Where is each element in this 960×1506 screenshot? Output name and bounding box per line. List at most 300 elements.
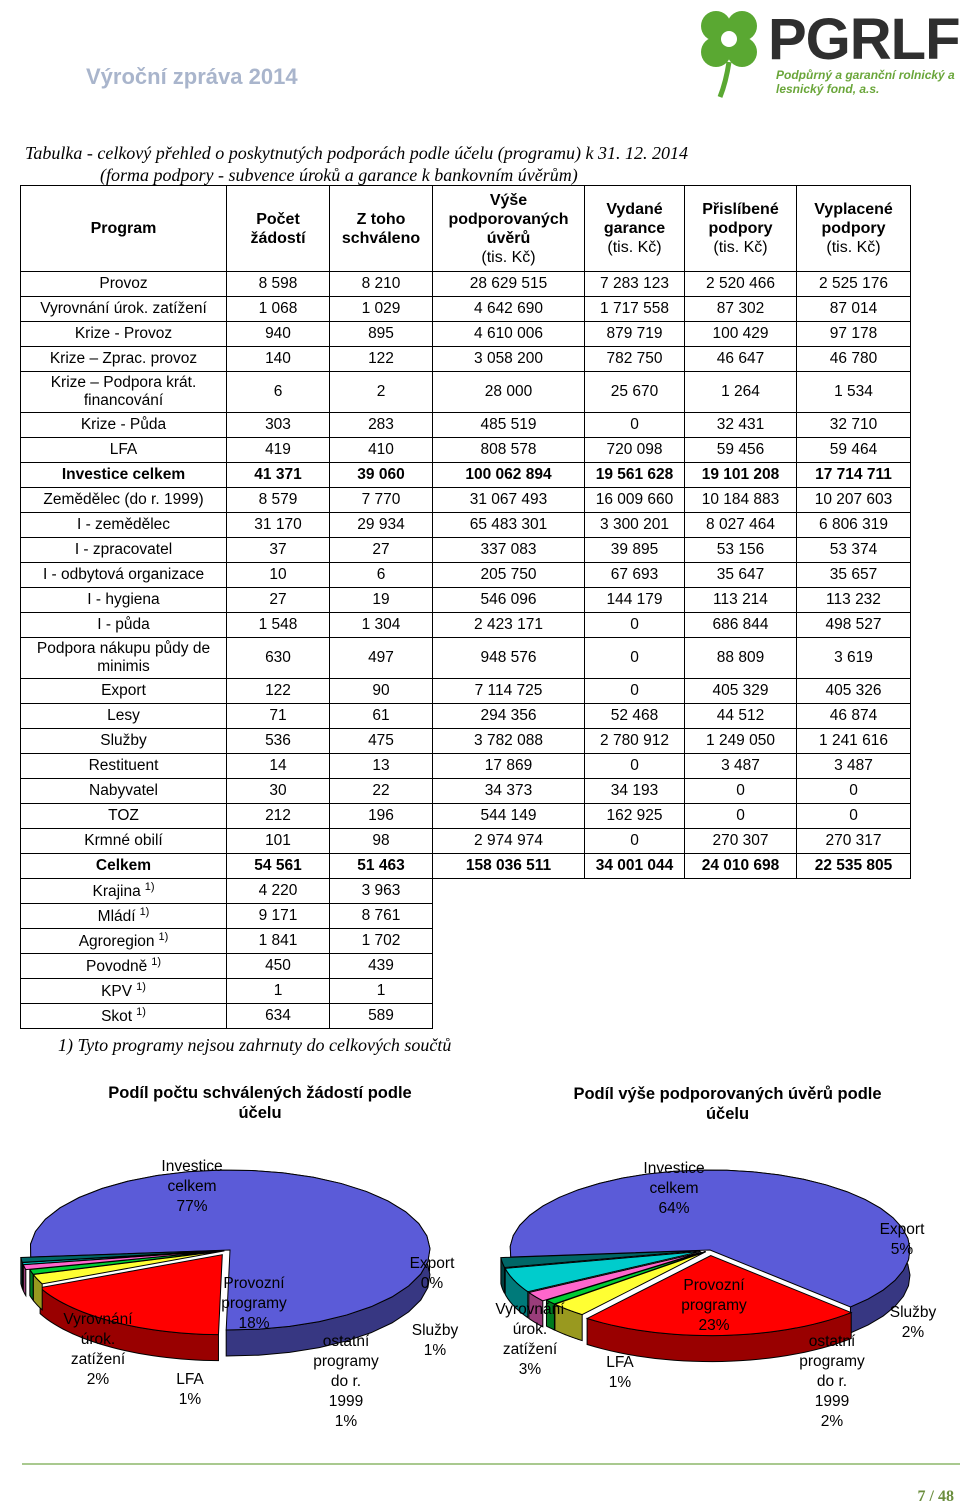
cell-text: Agroregion xyxy=(78,933,155,951)
cell-program xyxy=(21,779,227,804)
cell-text: Podpora nákupu půdy de minimis xyxy=(36,640,211,675)
pie-label-line: programy xyxy=(799,1353,865,1370)
cell-text: 2 780 912 xyxy=(600,732,669,749)
cell-text: 948 576 xyxy=(480,649,537,666)
cell-text: 8 210 xyxy=(361,275,401,292)
cell-text: 122 xyxy=(265,682,291,699)
cell-value xyxy=(585,779,685,804)
cell-text: 1 841 xyxy=(258,932,298,949)
cell-text: 3 487 xyxy=(834,757,873,774)
cell-value xyxy=(585,372,685,413)
cell-text: 67 693 xyxy=(610,566,659,583)
cell-value xyxy=(227,729,330,754)
cell-value xyxy=(227,413,330,438)
footnote-mark: 1) xyxy=(136,1005,146,1018)
cell-text: 25 670 xyxy=(610,383,659,400)
chart2-title: Podíl výše podporovaných úvěrů podle účelu xyxy=(573,1085,882,1123)
cell-value xyxy=(433,829,585,854)
pie-label-line: Provozní xyxy=(223,1275,285,1292)
pie-label-line: programy xyxy=(221,1295,287,1312)
cell-text: 439 xyxy=(368,957,394,974)
cell-text: Lesy xyxy=(107,707,140,724)
cell-value xyxy=(685,854,797,879)
pie-label-line: 77% xyxy=(176,1198,208,1215)
cell-value xyxy=(585,754,685,779)
cell-text: Služby xyxy=(100,732,147,749)
footnote-mark: 1) xyxy=(144,880,155,893)
logo-subtitle: Podpůrný a garanční rolnický a lesnický fond, a.s. xyxy=(776,68,955,96)
cell-value xyxy=(330,297,433,322)
cell-text: 3 619 xyxy=(834,649,873,666)
cell-text: 39 895 xyxy=(610,541,659,558)
cell-value xyxy=(330,679,433,704)
cell-value xyxy=(685,413,797,438)
cell-text: Nabyvatel xyxy=(89,782,158,799)
cell-text: 14 xyxy=(269,757,287,774)
cell-text: Skot xyxy=(101,1008,133,1026)
cell-text: 13 xyxy=(372,757,390,774)
footnote-mark: 1) xyxy=(158,930,169,943)
empty-cell xyxy=(797,879,911,904)
cell-value xyxy=(330,438,433,463)
pie-label-line: Export xyxy=(879,1221,925,1238)
table-row xyxy=(21,463,911,488)
cell-value xyxy=(797,513,911,538)
cell-value xyxy=(227,929,330,954)
cell-text: Krize – Zprac. provoz xyxy=(49,350,198,367)
cell-text: 7 114 725 xyxy=(474,682,543,699)
cell-text: 19 101 208 xyxy=(701,466,780,483)
cell-value xyxy=(585,513,685,538)
cell-text: 31 170 xyxy=(254,516,302,533)
cell-text: 1 241 616 xyxy=(819,732,888,749)
cell-text: 9 171 xyxy=(258,907,298,924)
cell-value xyxy=(797,729,911,754)
cell-text: 90 xyxy=(372,682,390,699)
cell-text: 2 423 171 xyxy=(474,616,543,633)
cell-value xyxy=(797,854,911,879)
cell-value xyxy=(797,779,911,804)
cell-text: 634 xyxy=(265,1007,291,1024)
table-row xyxy=(21,513,911,538)
cell-program xyxy=(21,879,227,904)
pie-label-line: 2% xyxy=(86,1371,110,1388)
cell-text: 32 431 xyxy=(716,416,765,433)
cell-text: 61 xyxy=(372,707,390,724)
cell-value xyxy=(685,613,797,638)
cell-text: 113 214 xyxy=(713,591,768,608)
empty-cell xyxy=(585,879,685,904)
cell-value xyxy=(433,413,585,438)
cell-text: 0 xyxy=(736,807,745,824)
pie-label-line: programy xyxy=(681,1297,747,1314)
table-row xyxy=(21,297,911,322)
cell-text: 10 184 883 xyxy=(701,491,780,508)
cell-text: 30 xyxy=(269,782,287,799)
cell-value xyxy=(330,929,433,954)
cell-value xyxy=(227,463,330,488)
cell-value xyxy=(433,704,585,729)
footnote-mark: 1) xyxy=(151,955,161,968)
cell-text: I - odbytová organizace xyxy=(42,566,205,583)
empty-cell xyxy=(585,954,685,979)
cell-value xyxy=(227,438,330,463)
pie-label-line: 1% xyxy=(608,1374,632,1391)
cell-value xyxy=(797,754,911,779)
pie-label-line: ostatní xyxy=(808,1333,856,1350)
cell-text: 0 xyxy=(630,682,639,699)
header-vyse-label: Výše podporovaných úvěrů xyxy=(448,191,569,247)
cell-text: Export xyxy=(101,682,146,699)
header-prislibene xyxy=(685,186,797,272)
table-row xyxy=(21,754,911,779)
pie-label-line: celkem xyxy=(649,1180,699,1197)
cell-value xyxy=(797,372,911,413)
cell-value xyxy=(685,679,797,704)
cell-text: Krmné obilí xyxy=(84,832,163,849)
cell-text: 41 371 xyxy=(254,466,302,483)
cell-text: 24 010 698 xyxy=(701,857,780,874)
pie-label-line: Služby xyxy=(889,1304,937,1321)
cell-value xyxy=(797,613,911,638)
cell-value xyxy=(433,588,585,613)
cell-text: 3 058 200 xyxy=(474,350,543,367)
cell-value xyxy=(685,729,797,754)
cell-text: 113 232 xyxy=(826,591,881,608)
cell-value xyxy=(585,297,685,322)
header-vyplacene xyxy=(797,186,911,272)
cell-text: 630 xyxy=(265,649,291,666)
cell-text: TOZ xyxy=(108,807,139,824)
cell-value xyxy=(685,538,797,563)
cell-program xyxy=(21,463,227,488)
table-header-row xyxy=(21,186,911,272)
cell-text: 4 642 690 xyxy=(474,300,543,317)
empty-cell xyxy=(685,879,797,904)
cell-text: 37 xyxy=(269,541,287,558)
pie-label-sluzby xyxy=(878,1303,948,1343)
cell-value xyxy=(685,563,797,588)
pie-label-export xyxy=(392,1254,472,1294)
empty-cell xyxy=(433,979,585,1004)
cell-text: 7 770 xyxy=(361,491,401,508)
cell-value xyxy=(330,488,433,513)
cell-program xyxy=(21,704,227,729)
cell-program xyxy=(21,638,227,679)
cell-value xyxy=(685,488,797,513)
cell-value xyxy=(227,954,330,979)
cell-text: Celkem xyxy=(95,857,152,874)
cell-program xyxy=(21,413,227,438)
cell-value xyxy=(433,488,585,513)
cell-text: 8 761 xyxy=(361,907,401,924)
cell-value xyxy=(797,347,911,372)
cell-value xyxy=(330,854,433,879)
cell-value xyxy=(433,754,585,779)
cell-value xyxy=(330,1004,433,1029)
cell-value xyxy=(227,638,330,679)
cell-value xyxy=(330,463,433,488)
cell-value xyxy=(330,729,433,754)
cell-text: 1 xyxy=(273,982,283,999)
cell-value xyxy=(685,829,797,854)
cell-text: 498 527 xyxy=(825,616,882,633)
pie-label-line: LFA xyxy=(176,1371,204,1388)
pie-label-line: 3% xyxy=(518,1361,542,1378)
header-vyplacene-unit: (tis. Kč) xyxy=(826,239,881,256)
cell-value xyxy=(330,563,433,588)
cell-text: 0 xyxy=(849,807,858,824)
cell-value xyxy=(797,588,911,613)
cell-value xyxy=(227,563,330,588)
cell-value xyxy=(433,538,585,563)
cell-value xyxy=(330,413,433,438)
header-vydane-unit: (tis. Kč) xyxy=(607,239,662,256)
cell-program xyxy=(21,854,227,879)
cell-value xyxy=(227,488,330,513)
cell-program xyxy=(21,929,227,954)
cell-text: 895 xyxy=(368,325,394,342)
cell-value xyxy=(433,513,585,538)
cell-text: 19 561 628 xyxy=(595,466,674,483)
pie-label-provozni xyxy=(204,1274,304,1334)
table-row xyxy=(21,954,911,979)
cell-value xyxy=(330,372,433,413)
cell-text: 31 067 493 xyxy=(469,491,548,508)
cell-value xyxy=(433,613,585,638)
cell-text: 2 525 176 xyxy=(819,275,888,292)
table-row xyxy=(21,729,911,754)
footnote: 1) Tyto programy nejsou zahrnuty do celkových součtů xyxy=(58,1035,452,1055)
cell-text: 46 874 xyxy=(829,707,878,724)
cell-text: 405 329 xyxy=(712,682,769,699)
pie-label-line: LFA xyxy=(606,1354,634,1371)
cell-value xyxy=(433,854,585,879)
pie-label-line: úrok. xyxy=(512,1321,548,1338)
cell-text: 6 806 319 xyxy=(819,516,888,533)
pie-label-lfa xyxy=(590,1353,650,1393)
cell-value xyxy=(330,754,433,779)
cell-text: 59 464 xyxy=(829,441,878,458)
cell-program xyxy=(21,322,227,347)
cell-program xyxy=(21,347,227,372)
cell-text: 46 780 xyxy=(829,350,878,367)
pie-label-line: 2% xyxy=(901,1324,925,1341)
cell-text: 205 750 xyxy=(480,566,537,583)
cell-text: 303 xyxy=(265,416,291,433)
cell-text: 65 483 301 xyxy=(469,516,548,533)
cell-value xyxy=(227,613,330,638)
cell-value xyxy=(330,513,433,538)
cell-text: 2 520 466 xyxy=(706,275,775,292)
cell-text: 940 xyxy=(265,325,291,342)
pie-label-vyrovnani xyxy=(48,1310,148,1390)
pie-label-sluzby xyxy=(400,1321,470,1361)
table-caption xyxy=(25,142,688,186)
cell-value xyxy=(685,754,797,779)
table-row xyxy=(21,779,911,804)
cell-text: LFA xyxy=(109,441,138,458)
pie-label-line: 5% xyxy=(890,1241,914,1258)
empty-cell xyxy=(797,1004,911,1029)
cell-value xyxy=(227,779,330,804)
cell-value xyxy=(685,272,797,297)
cell-value xyxy=(585,854,685,879)
cell-value xyxy=(685,322,797,347)
cell-text: 450 xyxy=(265,957,291,974)
cell-program xyxy=(21,588,227,613)
pie-label-line: 1% xyxy=(423,1342,447,1359)
cell-text: 22 535 805 xyxy=(814,857,893,874)
cell-value xyxy=(330,322,433,347)
cell-text: 0 xyxy=(630,649,639,666)
cell-text: Krajina xyxy=(92,883,141,901)
cell-text: 2 974 974 xyxy=(474,832,543,849)
empty-cell xyxy=(797,929,911,954)
cell-text: 28 000 xyxy=(484,383,533,400)
pie-label-investice xyxy=(142,1157,242,1217)
cell-value xyxy=(227,904,330,929)
cell-value xyxy=(685,347,797,372)
cell-text: 6 xyxy=(273,383,283,400)
cell-text: 4 610 006 xyxy=(474,325,543,342)
pie-label-line: Investice xyxy=(161,1158,223,1175)
cell-text: 10 xyxy=(269,566,287,583)
table-row xyxy=(21,322,911,347)
cell-text: I - půda xyxy=(97,616,150,633)
table-row xyxy=(21,879,911,904)
table-row xyxy=(21,272,911,297)
cell-value xyxy=(433,779,585,804)
cell-value xyxy=(227,804,330,829)
pie-label-vyrovnani xyxy=(480,1300,580,1380)
header-vydane-label: Vydané garance xyxy=(603,201,666,237)
cell-program xyxy=(21,1004,227,1029)
table-row xyxy=(21,929,911,954)
cell-text: 28 629 515 xyxy=(469,275,548,292)
pie-label-line: 2% xyxy=(820,1413,844,1430)
cell-text: 51 463 xyxy=(357,857,405,874)
cell-text: 1 702 xyxy=(361,932,401,949)
cell-value xyxy=(797,272,911,297)
pie-label-line: Vyrovnání xyxy=(63,1311,133,1328)
cell-value xyxy=(227,679,330,704)
pie-label-line: ostatní xyxy=(322,1333,370,1350)
cell-value xyxy=(227,347,330,372)
cell-text: 782 750 xyxy=(606,350,663,367)
cell-text: 29 934 xyxy=(357,516,405,533)
cell-text: 419 xyxy=(265,441,291,458)
cell-value xyxy=(797,804,911,829)
cell-text: 270 317 xyxy=(825,832,882,849)
cell-value xyxy=(330,638,433,679)
logo-text: PGRLF xyxy=(768,7,960,72)
cell-value xyxy=(797,463,911,488)
cell-value xyxy=(797,538,911,563)
header-program: Program xyxy=(21,186,227,272)
cell-value xyxy=(585,588,685,613)
cell-value xyxy=(227,272,330,297)
caption-line-2: (forma podpory - subvence úroků a garance k bankovním úvěrům) xyxy=(100,165,578,185)
cell-text: 0 xyxy=(849,782,858,799)
pie-label-line: Služby xyxy=(411,1322,459,1339)
cell-value xyxy=(330,979,433,1004)
empty-cell xyxy=(433,904,585,929)
cell-text: 1 xyxy=(376,982,386,999)
cell-text: 34 373 xyxy=(484,782,533,799)
cell-value xyxy=(433,679,585,704)
cell-text: 0 xyxy=(630,757,639,774)
cell-text: 34 193 xyxy=(610,782,659,799)
cell-value xyxy=(585,322,685,347)
empty-cell xyxy=(585,929,685,954)
cell-value xyxy=(330,779,433,804)
empty-cell xyxy=(685,1004,797,1029)
header-prislibene-label: Přislíbené podpory xyxy=(702,201,779,237)
cell-text: 35 647 xyxy=(716,566,765,583)
cell-text: 405 326 xyxy=(825,682,882,699)
cell-text: 546 096 xyxy=(480,591,537,608)
cell-text: 32 710 xyxy=(829,416,878,433)
pie-label-line: 1% xyxy=(178,1391,202,1408)
empty-cell xyxy=(685,904,797,929)
cell-value xyxy=(433,272,585,297)
cell-value xyxy=(685,438,797,463)
cell-value xyxy=(330,538,433,563)
cell-text: I - zpracovatel xyxy=(74,541,173,558)
cell-text: Mládí xyxy=(97,908,136,926)
cell-text: 879 719 xyxy=(606,325,663,342)
cell-text: 3 300 201 xyxy=(600,516,669,533)
chart1-title: Podíl počtu schválených žádostí podle účelu xyxy=(108,1084,412,1122)
table-row xyxy=(21,413,911,438)
cell-value xyxy=(433,463,585,488)
pie-label-ostatni xyxy=(782,1332,882,1432)
cell-value xyxy=(797,704,911,729)
cell-value xyxy=(797,638,911,679)
cell-text: 98 xyxy=(372,832,390,849)
pie-label-export xyxy=(862,1220,942,1260)
cell-text: Krize – Podpora krát. financování xyxy=(50,374,197,409)
table-row xyxy=(21,372,911,413)
cell-value xyxy=(433,438,585,463)
cell-value xyxy=(330,272,433,297)
cell-value xyxy=(585,347,685,372)
pie-label-line: programy xyxy=(313,1353,379,1370)
cell-value xyxy=(585,729,685,754)
cell-text: 8 579 xyxy=(258,491,298,508)
pie-label-ostatni xyxy=(296,1332,396,1432)
cell-program xyxy=(21,729,227,754)
cell-value xyxy=(433,563,585,588)
cell-text: Krize - Provoz xyxy=(74,325,173,342)
table-row xyxy=(21,704,911,729)
cell-text: 1 534 xyxy=(834,383,873,400)
empty-cell xyxy=(585,904,685,929)
table-row xyxy=(21,347,911,372)
table-row xyxy=(21,563,911,588)
cell-value xyxy=(227,372,330,413)
header-ztoho: Z toho schváleno xyxy=(330,186,433,272)
cell-value xyxy=(433,322,585,347)
table-row xyxy=(21,979,911,1004)
cell-program xyxy=(21,297,227,322)
cell-value xyxy=(330,904,433,929)
report-title: Výroční zpráva 2014 xyxy=(86,64,298,89)
cell-value xyxy=(797,322,911,347)
cell-text: Povodně xyxy=(86,958,148,976)
cell-text: 16 009 660 xyxy=(595,491,674,508)
